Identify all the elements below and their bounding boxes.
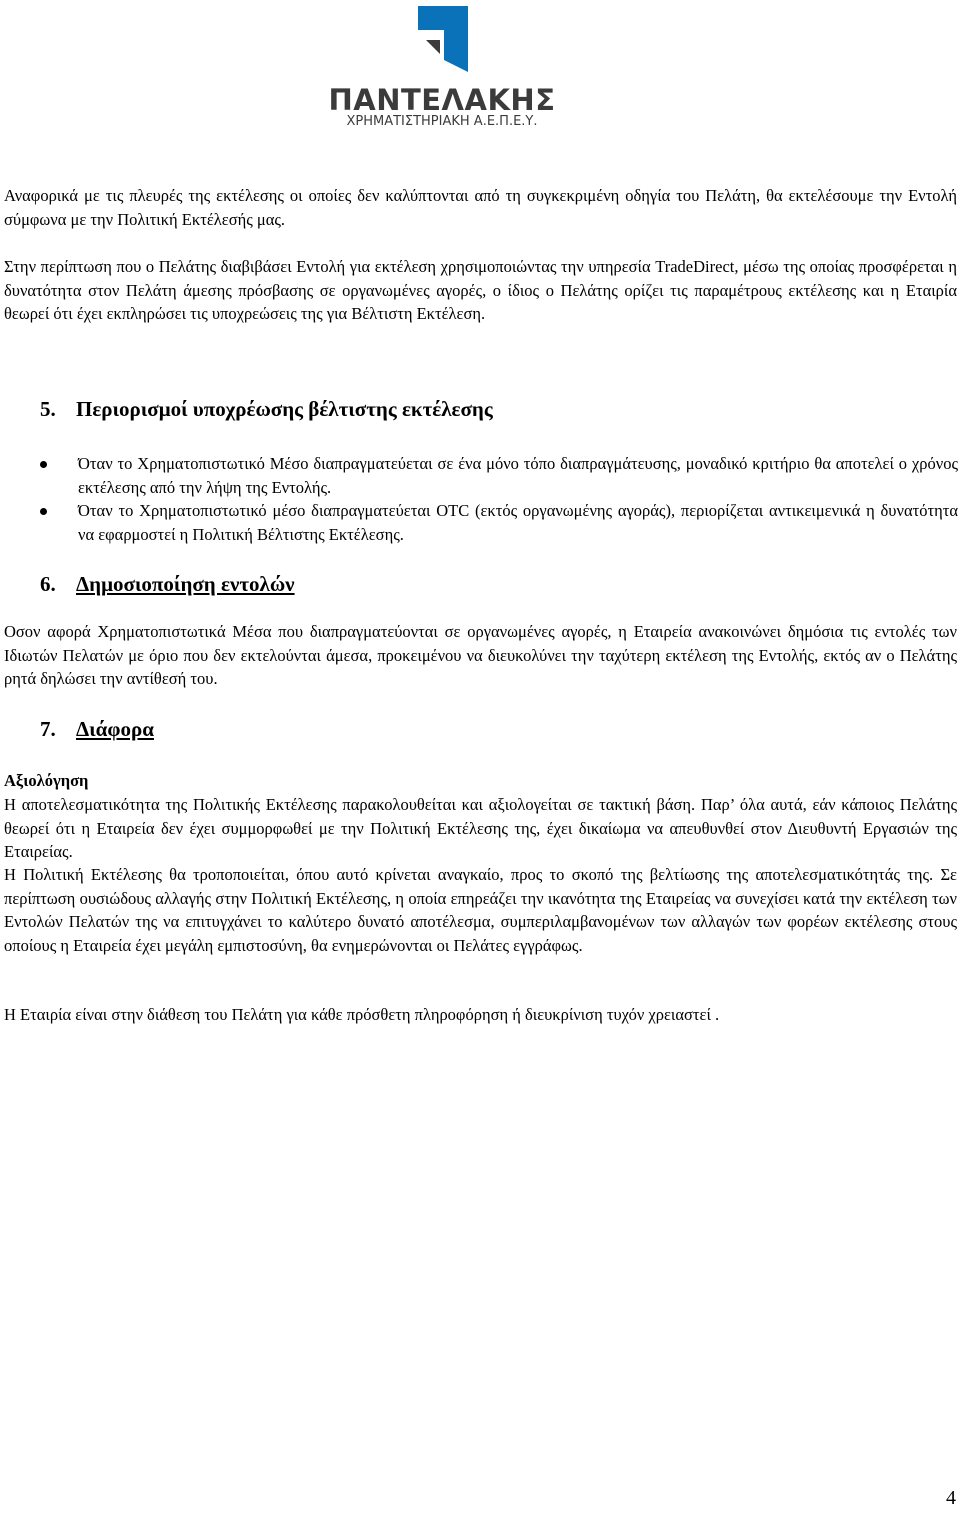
- list-item-text: Όταν το Χρηματοπιστωτικό Μέσο διαπραγματεύεται σε ένα μόνο τόπο διαπραγμάτευσης, μοναδικό κριτήριο θα αποτελεί ο χρόνος εκτέλεσης από την λήψη της Εντολής.: [78, 454, 958, 497]
- logo-mark-icon: [418, 6, 470, 76]
- section-number: 6.: [40, 572, 56, 596]
- section-number: 7.: [40, 717, 56, 741]
- paragraph-amendments: Η Πολιτική Εκτέλεσης θα τροποποιείται, όπου αυτό κρίνεται αναγκαίο, προς το σκοπό της βελτίωσης της αποτελεσματικότητάς της. Σε περίπτωση ουσιώδους αλλαγής στην Πολιτική Εκτέλεσης, η οποία επηρεάζει την ικανότητα της Εταιρείας να συνεχίσει κατά την εκτέλεση των Εντολών Πελατών της να επιτυγχάνει το καλύτερο δυνατό αποτέλεσμα, συμπεριλαμβανομένων των αλλαγών των φορέων εκτέλεσης στους οποίους η Εταιρεία έχει μεγάλη εμπιστοσύνη, θα ενημερώνονται οι Πελάτες εγγράφως.: [4, 865, 957, 955]
- section-title: Δημοσιοποίηση εντολών: [76, 572, 295, 596]
- company-subtitle: ΧΡΗΜΑΤΙΣΤΗΡΙΑΚΗ Α.Ε.Π.Ε.Υ.: [346, 114, 538, 129]
- list-item-text: Όταν το Χρηματοπιστωτικό μέσο διαπραγματεύεται OTC (εκτός οργανωμένης αγοράς), περιορίζεται αντικειμενικά η δυνατότητα να εφαρμοστεί η Πολιτική Βέλτιστης Εκτέλεσης.: [78, 501, 958, 544]
- company-logo: [322, 6, 562, 130]
- paragraph-disclosure: Οσον αφορά Χρηματοπιστωτικά Μέσα που διαπραγματεύονται σε οργανωμένες αγορές, η Εταιρεία ανακοινώνει δημόσια τις εντολές των Ιδιωτών Πελατών με όριο που δεν εκτελούνται άμεσα, προκειμένου να διευκολύνει την ταχύτερη εκτέλεση της Εντολής, εκτός αν ο Πελάτης ρητά δηλώσει την αντίθεσή του.: [4, 622, 957, 688]
- section-title: Διάφορα: [76, 717, 154, 741]
- bullet-icon: [40, 508, 47, 515]
- paragraph-tradedirect: Στην περίπτωση που ο Πελάτης διαβιβάσει Εντολή για εκτέλεση χρησιμοποιώντας την υπηρεσία TradeDirect, μέσω της οποίας προσφέρεται η δυνατότητα στον Πελάτη άμεσης πρόσβασης σε οργανωμένες αγορές, ο ίδιος ο Πελάτης ορίζει τις παραμέτρους εκτέλεσης και η Εταιρία θεωρεί ότι έχει εκπληρώσει τις υποχρεώσεις της για Βέλτιστη Εκτέλεση.: [4, 257, 957, 323]
- paragraph-contact: Η Εταιρία είναι στην διάθεση του Πελάτη για κάθε πρόσθετη πληροφόρηση ή διευκρίνιση τυχόν χρειαστεί .: [4, 1005, 720, 1024]
- section-7-heading: [40, 716, 154, 742]
- paragraph-evaluation: Η αποτελεσματικότητα της Πολιτικής Εκτέλεσης παρακολουθείται και αξιολογείται σε τακτική βάση. Παρ’ όλα αυτά, εάν κάποιος Πελάτης θεωρεί ότι η Εταιρεία δεν έχει συμμορφωθεί με την Πολιτική Εκτέλεσης της, έχει δικαίωμα να απευθυνθεί στον Διευθυντή Εργασιών της Εταιρείας.: [4, 795, 957, 861]
- page-number: 4: [946, 1487, 956, 1509]
- paragraph-client-instructions: Αναφορικά με τις πλευρές της εκτέλεσης οι οποίες δεν καλύπτονται από τη συγκεκριμένη οδηγία του Πελάτη, θα εκτελέσουμε την Εντολή σύμφωνα με την Πολιτική Εκτέλεσής μας.: [4, 186, 957, 229]
- subheading-evaluation: Αξιολόγηση: [4, 771, 89, 790]
- company-name: ΠΑΝΤΕΛΑΚΗΣ: [328, 83, 556, 117]
- section-5-heading: [40, 396, 493, 422]
- section-6-heading: [40, 571, 295, 597]
- bullet-icon: [40, 461, 47, 468]
- section-title: Περιορισμοί υποχρέωσης βέλτιστης εκτέλεσης: [76, 397, 493, 421]
- section-number: 5.: [40, 397, 56, 421]
